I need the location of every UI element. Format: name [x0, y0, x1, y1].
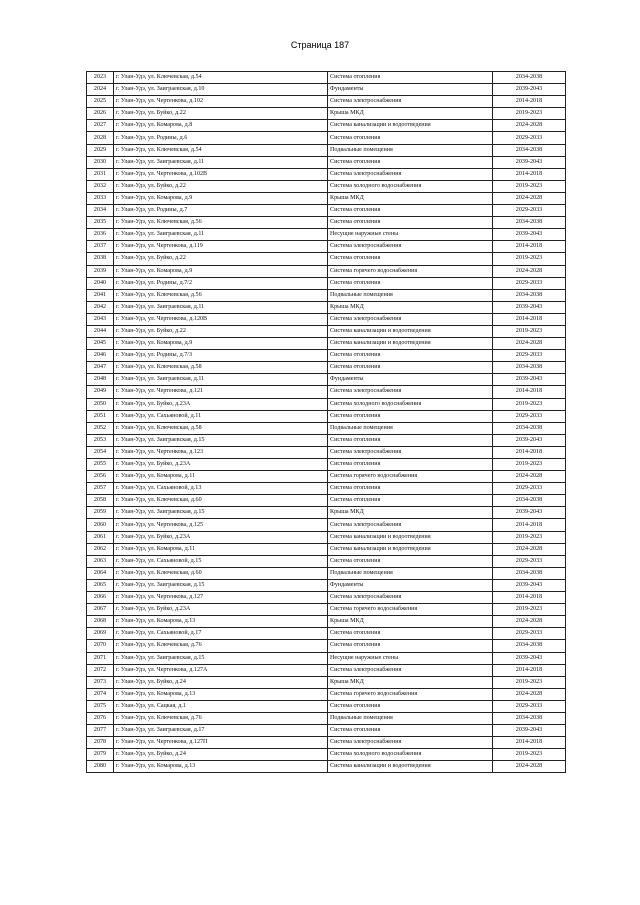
- address-cell: г. Улан-Удэ, ул. Буйко, д.22: [114, 180, 328, 192]
- row-number: 2028: [87, 132, 114, 144]
- address-cell: г. Улан-Удэ, ул. Родины, д.7: [114, 205, 328, 217]
- period-cell: 2034-2038: [493, 712, 566, 724]
- table-row: [87, 386, 566, 398]
- row-number: 2030: [87, 156, 114, 168]
- row-number: 2062: [87, 543, 114, 555]
- row-number: 2080: [87, 761, 114, 773]
- address-cell: г. Улан-Удэ, ул. Чертенкова, д.127А: [114, 664, 328, 676]
- table-row: [87, 350, 566, 362]
- address-cell: г. Улан-Удэ, ул. Заиграевская, д.15: [114, 507, 328, 519]
- row-number: 2064: [87, 567, 114, 579]
- work-type-cell: Система отопления: [328, 362, 493, 374]
- work-type-cell: Крыша МКД: [328, 192, 493, 204]
- period-cell: 2014-2018: [493, 592, 566, 604]
- table-row: [87, 325, 566, 337]
- address-cell: г. Улан-Удэ, ул. Ключевская, д.76: [114, 712, 328, 724]
- registry-table: [86, 71, 566, 773]
- period-cell: 2034-2038: [493, 567, 566, 579]
- table-row: [87, 180, 566, 192]
- period-cell: 2014-2018: [493, 664, 566, 676]
- table-row: [87, 398, 566, 410]
- table-row: [87, 664, 566, 676]
- work-type-cell: Подвальные помещения: [328, 422, 493, 434]
- period-cell: 2014-2018: [493, 386, 566, 398]
- row-number: 2077: [87, 725, 114, 737]
- row-number: 2038: [87, 253, 114, 265]
- row-number: 2071: [87, 652, 114, 664]
- work-type-cell: Система отопления: [328, 350, 493, 362]
- row-number: 2054: [87, 446, 114, 458]
- address-cell: г. Улан-Удэ, ул. Комарова, д.13: [114, 688, 328, 700]
- address-cell: г. Улан-Удэ, ул. Буйко, д.23А: [114, 531, 328, 543]
- row-number: 2045: [87, 338, 114, 350]
- period-cell: 2034-2038: [493, 144, 566, 156]
- address-cell: г. Улан-Удэ, ул. Заиграевская, д.11: [114, 374, 328, 386]
- work-type-cell: Несущие наружные стены: [328, 229, 493, 241]
- table-row: [87, 749, 566, 761]
- period-cell: 2039-2043: [493, 579, 566, 591]
- period-cell: 2019-2023: [493, 253, 566, 265]
- work-type-cell: Система отопления: [328, 72, 493, 84]
- work-type-cell: Система отопления: [328, 277, 493, 289]
- address-cell: г. Улан-Удэ, ул. Буйко, д.22: [114, 108, 328, 120]
- period-cell: 2024-2028: [493, 265, 566, 277]
- table-row: [87, 96, 566, 108]
- page-header: Страница 187: [290, 40, 350, 50]
- row-number: 2070: [87, 640, 114, 652]
- period-cell: 2029-2033: [493, 205, 566, 217]
- period-cell: 2024-2028: [493, 543, 566, 555]
- row-number: 2042: [87, 301, 114, 313]
- work-type-cell: Система отопления: [328, 725, 493, 737]
- work-type-cell: Система холодного водоснабжения: [328, 749, 493, 761]
- work-type-cell: Система канализации и водоотведения: [328, 761, 493, 773]
- period-cell: 2019-2023: [493, 180, 566, 192]
- address-cell: г. Улан-Удэ, ул. Чертенкова, д.123: [114, 446, 328, 458]
- period-cell: 2019-2023: [493, 325, 566, 337]
- table-row: [87, 229, 566, 241]
- work-type-cell: Система отопления: [328, 205, 493, 217]
- table-row: [87, 459, 566, 471]
- table-row: [87, 374, 566, 386]
- table-row: [87, 616, 566, 628]
- table-row: [87, 241, 566, 253]
- table-row: [87, 446, 566, 458]
- address-cell: г. Улан-Удэ, ул. Буйко, д.23А: [114, 398, 328, 410]
- work-type-cell: Система холодного водоснабжения: [328, 180, 493, 192]
- row-number: 2075: [87, 700, 114, 712]
- table-row: [87, 422, 566, 434]
- row-number: 2068: [87, 616, 114, 628]
- row-number: 2050: [87, 398, 114, 410]
- period-cell: 2029-2033: [493, 410, 566, 422]
- table-row: [87, 676, 566, 688]
- period-cell: 2029-2033: [493, 555, 566, 567]
- work-type-cell: Система отопления: [328, 459, 493, 471]
- period-cell: 2039-2043: [493, 434, 566, 446]
- row-number: 2055: [87, 459, 114, 471]
- work-type-cell: Система отопления: [328, 555, 493, 567]
- address-cell: г. Улан-Удэ, ул. Буйко, д.23А: [114, 604, 328, 616]
- table-row: [87, 640, 566, 652]
- period-cell: 2014-2018: [493, 96, 566, 108]
- period-cell: 2014-2018: [493, 313, 566, 325]
- table-row: [87, 120, 566, 132]
- address-cell: г. Улан-Удэ, ул. Чертенкова, д.120В: [114, 313, 328, 325]
- table-row: [87, 108, 566, 120]
- work-type-cell: Система электроснабжения: [328, 664, 493, 676]
- row-number: 2049: [87, 386, 114, 398]
- row-number: 2037: [87, 241, 114, 253]
- address-cell: г. Улан-Удэ, ул. Родины, д.7/3: [114, 350, 328, 362]
- row-number: 2063: [87, 555, 114, 567]
- table-row: [87, 700, 566, 712]
- period-cell: 2029-2033: [493, 132, 566, 144]
- row-number: 2031: [87, 168, 114, 180]
- work-type-cell: Система электроснабжения: [328, 241, 493, 253]
- work-type-cell: Подвальные помещения: [328, 144, 493, 156]
- work-type-cell: Подвальные помещения: [328, 712, 493, 724]
- work-type-cell: Система отопления: [328, 132, 493, 144]
- registry-table-body: [87, 72, 566, 773]
- work-type-cell: Система отопления: [328, 628, 493, 640]
- work-type-cell: Крыша МКД: [328, 507, 493, 519]
- address-cell: г. Улан-Удэ, ул. Комарова, д.9: [114, 192, 328, 204]
- row-number: 2041: [87, 289, 114, 301]
- row-number: 2066: [87, 592, 114, 604]
- row-number: 2067: [87, 604, 114, 616]
- row-number: 2029: [87, 144, 114, 156]
- row-number: 2078: [87, 737, 114, 749]
- work-type-cell: Система отопления: [328, 156, 493, 168]
- period-cell: 2014-2018: [493, 241, 566, 253]
- row-number: 2060: [87, 519, 114, 531]
- period-cell: 2024-2028: [493, 616, 566, 628]
- table-row: [87, 192, 566, 204]
- work-type-cell: Подвальные помещения: [328, 567, 493, 579]
- work-type-cell: Крыша МКД: [328, 676, 493, 688]
- table-row: [87, 555, 566, 567]
- work-type-cell: Система канализации и водоотведения: [328, 325, 493, 337]
- address-cell: г. Улан-Удэ, ул. Ключевская, д.60: [114, 567, 328, 579]
- address-cell: г. Улан-Удэ, ул. Чертенкова, д.125: [114, 519, 328, 531]
- table-row: [87, 652, 566, 664]
- address-cell: г. Улан-Удэ, ул. Чертенкова, д.102: [114, 96, 328, 108]
- period-cell: 2039-2043: [493, 301, 566, 313]
- period-cell: 2034-2038: [493, 362, 566, 374]
- address-cell: г. Улан-Удэ, ул. Комарова, д.9: [114, 338, 328, 350]
- address-cell: г. Улан-Удэ, ул. Родины, д.6: [114, 132, 328, 144]
- table-row: [87, 144, 566, 156]
- period-cell: 2019-2023: [493, 531, 566, 543]
- table-row: [87, 301, 566, 313]
- table-row: [87, 253, 566, 265]
- address-cell: г. Улан-Удэ, ул. Сахьяновой, д.11: [114, 410, 328, 422]
- table-row: [87, 519, 566, 531]
- row-number: 2043: [87, 313, 114, 325]
- work-type-cell: Система электроснабжения: [328, 737, 493, 749]
- work-type-cell: Несущие наружные стены: [328, 652, 493, 664]
- row-number: 2069: [87, 628, 114, 640]
- row-number: 2023: [87, 72, 114, 84]
- period-cell: 2039-2043: [493, 84, 566, 96]
- address-cell: г. Улан-Удэ, ул. Буйко, д.24: [114, 749, 328, 761]
- row-number: 2027: [87, 120, 114, 132]
- row-number: 2033: [87, 192, 114, 204]
- period-cell: 2019-2023: [493, 604, 566, 616]
- period-cell: 2034-2038: [493, 495, 566, 507]
- period-cell: 2014-2018: [493, 737, 566, 749]
- work-type-cell: Крыша МКД: [328, 616, 493, 628]
- work-type-cell: Система отопления: [328, 410, 493, 422]
- address-cell: г. Улан-Удэ, ул. Сахьяновой, д.13: [114, 483, 328, 495]
- period-cell: 2029-2033: [493, 350, 566, 362]
- row-number: 2032: [87, 180, 114, 192]
- address-cell: г. Улан-Удэ, ул. Комарова, д.13: [114, 616, 328, 628]
- period-cell: 2014-2018: [493, 168, 566, 180]
- table-row: [87, 725, 566, 737]
- address-cell: г. Улан-Удэ, ул. Заиграевская, д.11: [114, 156, 328, 168]
- address-cell: г. Улан-Удэ, ул. Комарова, д.11: [114, 543, 328, 555]
- address-cell: г. Улан-Удэ, ул. Заиграевская, д.15: [114, 579, 328, 591]
- address-cell: г. Улан-Удэ, ул. Ключевская, д.58: [114, 362, 328, 374]
- period-cell: 2014-2018: [493, 446, 566, 458]
- work-type-cell: Система отопления: [328, 434, 493, 446]
- work-type-cell: Система горячего водоснабжения: [328, 604, 493, 616]
- address-cell: г. Улан-Удэ, ул. Чертенкова, д.119: [114, 241, 328, 253]
- address-cell: г. Улан-Удэ, ул. Заиграевская, д.10: [114, 84, 328, 96]
- address-cell: г. Улан-Удэ, ул. Ключевская, д.56: [114, 289, 328, 301]
- row-number: 2025: [87, 96, 114, 108]
- table-row: [87, 592, 566, 604]
- address-cell: г. Улан-Удэ, ул. Буйко, д.22: [114, 325, 328, 337]
- address-cell: г. Улан-Удэ, ул. Ключевская, д.54: [114, 72, 328, 84]
- row-number: 2057: [87, 483, 114, 495]
- table-row: [87, 410, 566, 422]
- work-type-cell: Система отопления: [328, 700, 493, 712]
- table-row: [87, 289, 566, 301]
- period-cell: 2029-2033: [493, 700, 566, 712]
- row-number: 2058: [87, 495, 114, 507]
- table-row: [87, 737, 566, 749]
- work-type-cell: Система горячего водоснабжения: [328, 265, 493, 277]
- period-cell: 2039-2043: [493, 374, 566, 386]
- address-cell: г. Улан-Удэ, ул. Комарова, д.11: [114, 471, 328, 483]
- period-cell: 2034-2038: [493, 422, 566, 434]
- period-cell: 2024-2028: [493, 761, 566, 773]
- address-cell: г. Улан-Удэ, ул. Сахьяновой, д.15: [114, 555, 328, 567]
- address-cell: г. Улан-Удэ, ул. Буйко, д.24: [114, 676, 328, 688]
- period-cell: 2019-2023: [493, 108, 566, 120]
- work-type-cell: Система отопления: [328, 253, 493, 265]
- period-cell: 2019-2023: [493, 676, 566, 688]
- address-cell: г. Улан-Удэ, ул. Заиграевская, д.11: [114, 229, 328, 241]
- table-row: [87, 168, 566, 180]
- work-type-cell: Система электроснабжения: [328, 313, 493, 325]
- row-number: 2047: [87, 362, 114, 374]
- table-row: [87, 495, 566, 507]
- address-cell: г. Улан-Удэ, ул. Ключевская, д.58: [114, 422, 328, 434]
- row-number: 2076: [87, 712, 114, 724]
- row-number: 2073: [87, 676, 114, 688]
- address-cell: г. Улан-Удэ, ул. Сацкая, д.1: [114, 700, 328, 712]
- row-number: 2036: [87, 229, 114, 241]
- row-number: 2079: [87, 749, 114, 761]
- address-cell: г. Улан-Удэ, ул. Заиграевская, д.11: [114, 301, 328, 313]
- period-cell: 2019-2023: [493, 398, 566, 410]
- period-cell: 2029-2033: [493, 483, 566, 495]
- period-cell: 2014-2018: [493, 519, 566, 531]
- work-type-cell: Система канализации и водоотведения: [328, 120, 493, 132]
- table-row: [87, 579, 566, 591]
- address-cell: г. Улан-Удэ, ул. Чертенкова, д.127: [114, 592, 328, 604]
- work-type-cell: Система отопления: [328, 640, 493, 652]
- table-row: [87, 712, 566, 724]
- row-number: 2040: [87, 277, 114, 289]
- work-type-cell: Фундаменты: [328, 374, 493, 386]
- work-type-cell: Система горячего водоснабжения: [328, 688, 493, 700]
- address-cell: г. Улан-Удэ, ул. Комарова, д.9: [114, 265, 328, 277]
- address-cell: г. Улан-Удэ, ул. Комарова, д.13: [114, 761, 328, 773]
- work-type-cell: Система электроснабжения: [328, 519, 493, 531]
- table-row: [87, 156, 566, 168]
- row-number: 2061: [87, 531, 114, 543]
- row-number: 2059: [87, 507, 114, 519]
- table-row: [87, 277, 566, 289]
- row-number: 2056: [87, 471, 114, 483]
- row-number: 2052: [87, 422, 114, 434]
- work-type-cell: Система горячего водоснабжения: [328, 471, 493, 483]
- table-row: [87, 84, 566, 96]
- table-row: [87, 72, 566, 84]
- work-type-cell: Система электроснабжения: [328, 446, 493, 458]
- table-row: [87, 313, 566, 325]
- work-type-cell: Фундаменты: [328, 84, 493, 96]
- period-cell: 2024-2028: [493, 338, 566, 350]
- period-cell: 2039-2043: [493, 652, 566, 664]
- work-type-cell: Система электроснабжения: [328, 168, 493, 180]
- table-row: [87, 567, 566, 579]
- table-row: [87, 217, 566, 229]
- table-row: [87, 531, 566, 543]
- address-cell: г. Улан-Удэ, ул. Чертенкова, д.102В: [114, 168, 328, 180]
- work-type-cell: Фундаменты: [328, 579, 493, 591]
- row-number: 2065: [87, 579, 114, 591]
- table-row: [87, 362, 566, 374]
- address-cell: г. Улан-Удэ, ул. Чертенкова, д.121: [114, 386, 328, 398]
- period-cell: 2019-2023: [493, 749, 566, 761]
- work-type-cell: Система холодного водоснабжения: [328, 398, 493, 410]
- period-cell: 2034-2038: [493, 72, 566, 84]
- row-number: 2034: [87, 205, 114, 217]
- address-cell: г. Улан-Удэ, ул. Заиграевская, д.17: [114, 725, 328, 737]
- address-cell: г. Улан-Удэ, ул. Чертенкова, д.127П: [114, 737, 328, 749]
- address-cell: г. Улан-Удэ, ул. Ключевская, д.56: [114, 217, 328, 229]
- table-row: [87, 205, 566, 217]
- work-type-cell: Система канализации и водоотведения: [328, 338, 493, 350]
- row-number: 2026: [87, 108, 114, 120]
- table-row: [87, 132, 566, 144]
- work-type-cell: Крыша МКД: [328, 108, 493, 120]
- table-row: [87, 507, 566, 519]
- table-row: [87, 628, 566, 640]
- row-number: 2046: [87, 350, 114, 362]
- work-type-cell: Система канализации и водоотведения: [328, 531, 493, 543]
- period-cell: 2019-2023: [493, 459, 566, 471]
- period-cell: 2039-2043: [493, 507, 566, 519]
- work-type-cell: Система электроснабжения: [328, 592, 493, 604]
- address-cell: г. Улан-Удэ, ул. Родины, д.7/2: [114, 277, 328, 289]
- period-cell: 2024-2028: [493, 120, 566, 132]
- work-type-cell: Система электроснабжения: [328, 96, 493, 108]
- period-cell: 2039-2043: [493, 156, 566, 168]
- address-cell: г. Улан-Удэ, ул. Сахьяновой, д.17: [114, 628, 328, 640]
- period-cell: 2029-2033: [493, 277, 566, 289]
- period-cell: 2039-2043: [493, 229, 566, 241]
- address-cell: г. Улан-Удэ, ул. Комарова, д.8: [114, 120, 328, 132]
- table-row: [87, 434, 566, 446]
- work-type-cell: Крыша МКД: [328, 301, 493, 313]
- address-cell: г. Улан-Удэ, ул. Заиграевская, д.15: [114, 434, 328, 446]
- address-cell: г. Улан-Удэ, ул. Буйко, д.22: [114, 253, 328, 265]
- table-row: [87, 604, 566, 616]
- table-row: [87, 688, 566, 700]
- work-type-cell: Подвальные помещения: [328, 289, 493, 301]
- work-type-cell: Система электроснабжения: [328, 386, 493, 398]
- row-number: 2039: [87, 265, 114, 277]
- address-cell: г. Улан-Удэ, ул. Ключевская, д.54: [114, 144, 328, 156]
- row-number: 2051: [87, 410, 114, 422]
- row-number: 2035: [87, 217, 114, 229]
- address-cell: г. Улан-Удэ, ул. Буйко, д.23А: [114, 459, 328, 471]
- work-type-cell: Система отопления: [328, 483, 493, 495]
- work-type-cell: Система отопления: [328, 217, 493, 229]
- table-row: [87, 761, 566, 773]
- period-cell: 2024-2028: [493, 688, 566, 700]
- row-number: 2053: [87, 434, 114, 446]
- work-type-cell: Система отопления: [328, 495, 493, 507]
- table-row: [87, 483, 566, 495]
- row-number: 2044: [87, 325, 114, 337]
- period-cell: 2029-2033: [493, 628, 566, 640]
- row-number: 2072: [87, 664, 114, 676]
- period-cell: 2039-2043: [493, 725, 566, 737]
- table-row: [87, 338, 566, 350]
- period-cell: 2034-2038: [493, 217, 566, 229]
- table-row: [87, 543, 566, 555]
- row-number: 2024: [87, 84, 114, 96]
- period-cell: 2034-2038: [493, 289, 566, 301]
- table-row: [87, 471, 566, 483]
- work-type-cell: Система канализации и водоотведения: [328, 543, 493, 555]
- address-cell: г. Улан-Удэ, ул. Заиграевская, д.15: [114, 652, 328, 664]
- period-cell: 2034-2038: [493, 640, 566, 652]
- row-number: 2048: [87, 374, 114, 386]
- address-cell: г. Улан-Удэ, ул. Ключевская, д.76: [114, 640, 328, 652]
- table-row: [87, 265, 566, 277]
- address-cell: г. Улан-Удэ, ул. Ключевская, д.60: [114, 495, 328, 507]
- row-number: 2074: [87, 688, 114, 700]
- period-cell: 2024-2028: [493, 192, 566, 204]
- period-cell: 2024-2028: [493, 471, 566, 483]
